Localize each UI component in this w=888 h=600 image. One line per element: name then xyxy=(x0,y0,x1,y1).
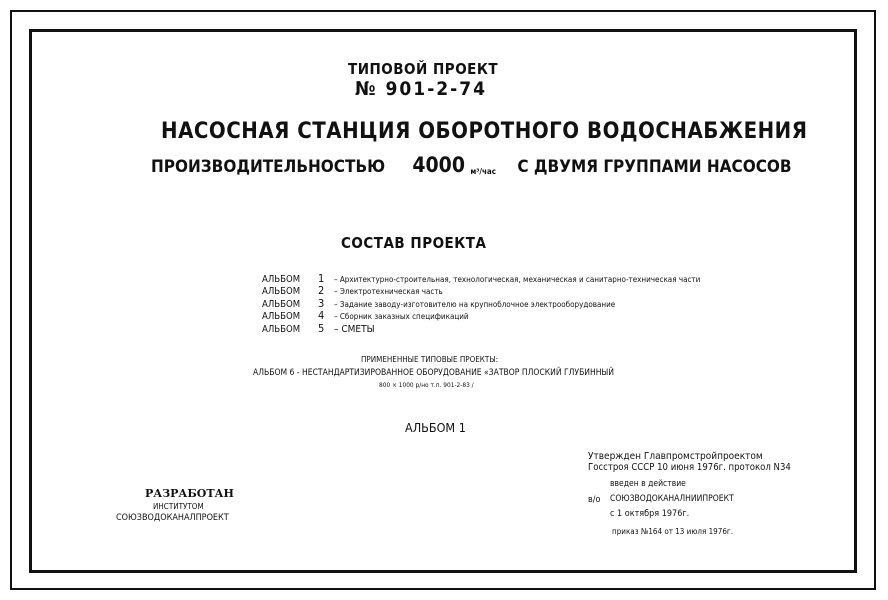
vo-abbrev: в/о xyxy=(588,495,601,505)
project-number: № 901-2-74 xyxy=(355,78,488,100)
album-number: 3 xyxy=(318,296,325,310)
album-label: АЛЬБОМ xyxy=(262,323,301,335)
composition-title: СОСТАВ ПРОЕКТА xyxy=(341,234,487,252)
album-label: АЛЬБОМ xyxy=(262,286,301,298)
project-type-label: ТИПОВОЙ ПРОЕКТ xyxy=(348,60,499,78)
current-album: АЛЬБОМ 1 xyxy=(405,420,466,435)
album-description: – Сборник заказных спецификаций xyxy=(334,312,469,322)
album-number: 1 xyxy=(318,272,325,285)
developer-organization: СОЮЗВОДОКАНАЛПРОЕКТ xyxy=(116,513,229,523)
album-list xyxy=(262,272,700,334)
applied-projects-line: АЛЬБОМ 6 - НЕСТАНДАРТИЗИРОВАННОЕ ОБОРУДОВАНИЕ «ЗАТВОР ПЛОСКИЙ ГЛУБИННЫЙ xyxy=(253,368,615,378)
approval-protocol: Госстроя СССР 10 июня 1976г. протокол N34 xyxy=(588,462,791,473)
album-description: – Архитектурно-строительная, технологическая, механическая и санитарно-техническая части xyxy=(334,275,701,284)
capacity-value: 4000 xyxy=(412,153,465,177)
order-reference: приказ №164 от 13 июля 1976г. xyxy=(612,527,733,536)
album-number: 4 xyxy=(318,309,325,323)
approval-line: Утвержден Главпромстройпроектом xyxy=(588,451,763,462)
entered-into-force: введен в действие xyxy=(610,479,686,489)
album-row xyxy=(262,272,700,284)
album-label: АЛЬБОМ xyxy=(262,311,301,323)
developer-title: РАЗРАБОТАН xyxy=(145,487,234,500)
station-title: НАСОСНАЯ СТАНЦИЯ ОБОРОТНОГО ВОДОСНАБЖЕНИЯ xyxy=(161,119,808,144)
effective-date: с 1 октября 1976г. xyxy=(610,509,690,519)
album-label: АЛЬБОМ xyxy=(262,274,301,285)
album-row xyxy=(262,322,700,334)
album-description: – СМЕТЫ xyxy=(334,323,375,335)
album-number: 2 xyxy=(318,284,325,298)
applied-projects-ref: 800 × 1000 р/но т.п. 901-2-83 / xyxy=(379,381,474,389)
album-row xyxy=(262,309,700,321)
capacity-lead: ПРОИЗВОДИТЕЛЬНОСТЬЮ xyxy=(151,157,386,177)
album-label: АЛЬБОМ xyxy=(262,298,301,310)
album-description: – Задание заводу-изготовителю на крупноблочное электрооборудование xyxy=(334,299,616,309)
album-number: 5 xyxy=(318,321,325,335)
album-row xyxy=(262,284,700,296)
album-description: – Электротехническая часть xyxy=(334,287,443,297)
approval-organization: СОЮЗВОДОКАНАЛНИИПРОЕКТ xyxy=(610,494,734,504)
album-row xyxy=(262,297,700,309)
capacity-line xyxy=(151,155,792,176)
applied-projects-title: ПРИМЕНЕННЫЕ ТИПОВЫЕ ПРОЕКТЫ: xyxy=(361,355,499,364)
capacity-unit: м³/час xyxy=(470,167,497,176)
developer-institute: ИНСТИТУТОМ xyxy=(153,502,204,511)
capacity-rest: С ДВУМЯ ГРУППАМИ НАСОСОВ xyxy=(517,157,792,177)
